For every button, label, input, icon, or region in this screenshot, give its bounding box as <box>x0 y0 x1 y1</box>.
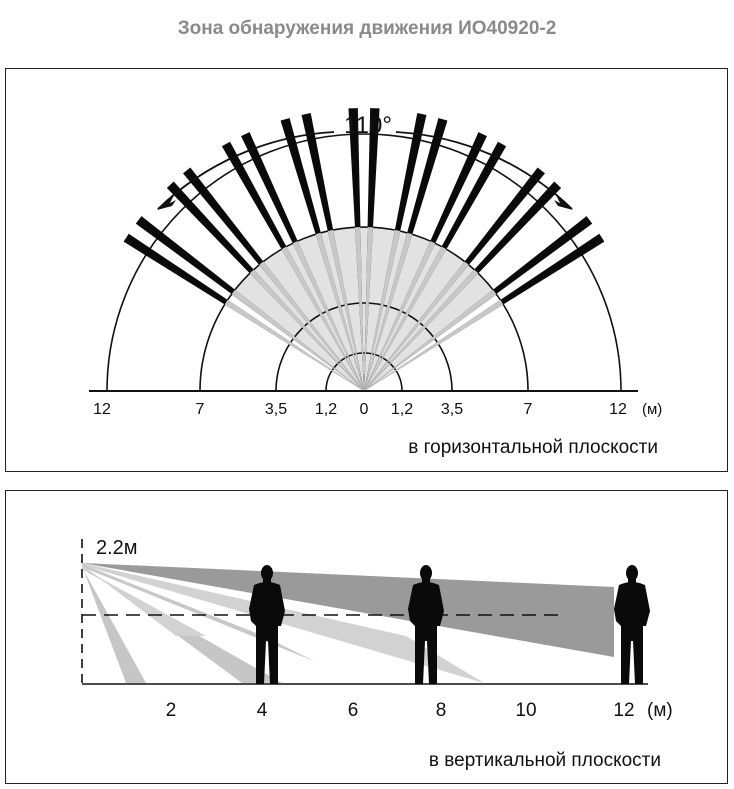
distance-label: 12 <box>613 700 635 721</box>
distance-label: 2 <box>165 700 177 721</box>
person-silhouette <box>614 565 650 684</box>
angle-label: 110° <box>344 112 392 139</box>
horizontal-caption: в горизонтальной плоскости <box>408 437 658 458</box>
distance-label: 10 <box>515 700 537 721</box>
distance-label: 4 <box>256 700 268 721</box>
scale-label: 1,2 <box>390 401 414 418</box>
vertical-plane-panel <box>5 490 728 784</box>
scale-label: 1,2 <box>314 401 338 418</box>
nearest-zone-shading <box>82 566 146 683</box>
scale-label: 7 <box>195 401 205 418</box>
horizontal-plane-panel <box>5 68 728 472</box>
vertical-plane-diagram <box>6 491 729 785</box>
scale-label: 12 <box>93 401 111 418</box>
page-title: Зона обнаружения движения ИО40920-2 <box>177 18 557 39</box>
distance-label: 6 <box>347 700 359 721</box>
horizontal-plane-diagram <box>6 69 729 473</box>
scale-label: 3,5 <box>440 401 464 418</box>
scale-label: 7 <box>523 401 533 418</box>
scale-label: 3,5 <box>264 401 288 418</box>
height-label: 2.2м <box>96 537 138 559</box>
vertical-unit-label: (м) <box>647 700 673 721</box>
distance-label: 8 <box>435 700 447 721</box>
vertical-caption: в вертикальной плоскости <box>428 750 661 771</box>
horizontal-unit-label: (м) <box>642 401 663 418</box>
scale-label: 12 <box>609 401 627 418</box>
scale-label: 0 <box>359 401 369 418</box>
near-zone-shading <box>231 227 497 391</box>
